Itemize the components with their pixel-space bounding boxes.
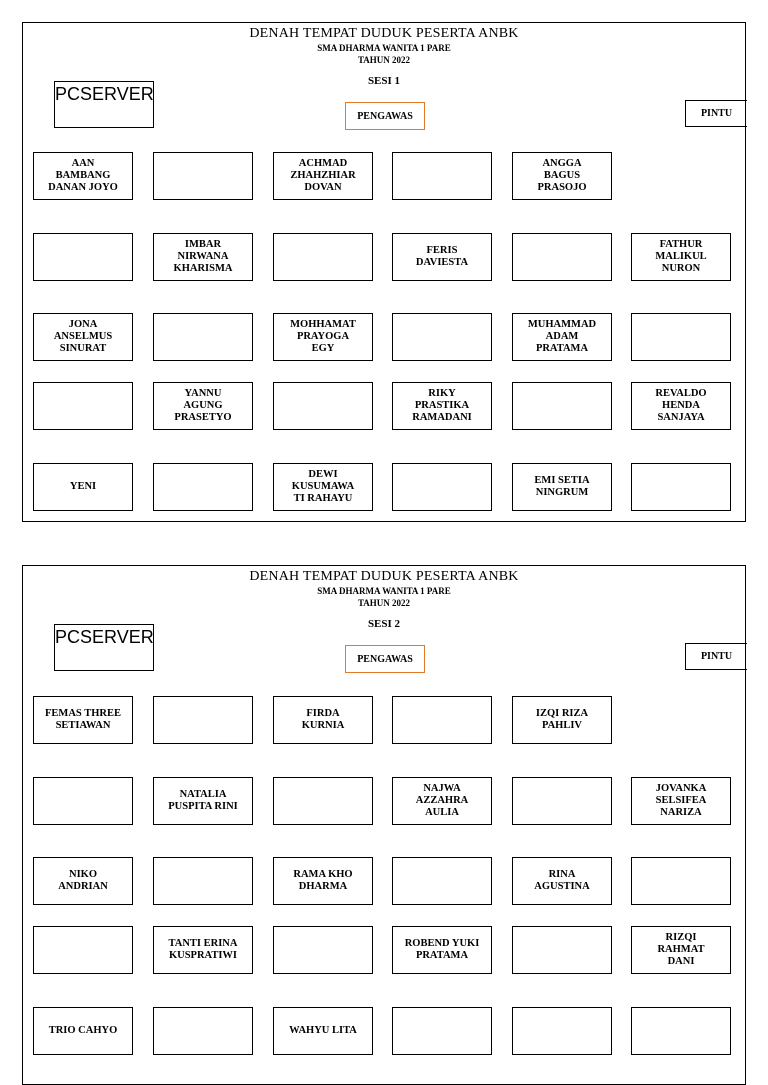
empty-seat bbox=[392, 696, 492, 744]
student-seat: ROBEND YUKI PRATAMA bbox=[392, 926, 492, 974]
empty-seat bbox=[512, 233, 612, 281]
plan-title: DENAH TEMPAT DUDUK PESERTA ANBK bbox=[249, 26, 519, 41]
student-seat: RIKY PRASTIKA RAMADANI bbox=[392, 382, 492, 430]
empty-seat bbox=[273, 926, 373, 974]
student-seat: WAHYU LITA bbox=[273, 1007, 373, 1055]
pc-server-box: PCSERVER bbox=[54, 81, 154, 128]
empty-seat bbox=[512, 382, 612, 430]
empty-seat bbox=[153, 152, 253, 200]
student-seat: JOVANKA SELSIFEA NARIZA bbox=[631, 777, 731, 825]
student-seat: REVALDO HENDA SANJAYA bbox=[631, 382, 731, 430]
seating-plan-session-2 bbox=[22, 565, 746, 1085]
student-seat: FEMAS THREE SETIAWAN bbox=[33, 696, 133, 744]
student-seat: NAJWA AZZAHRA AULIA bbox=[392, 777, 492, 825]
supervisor-box: PENGAWAS bbox=[345, 102, 425, 130]
student-seat: JONA ANSELMUS SINURAT bbox=[33, 313, 133, 361]
empty-seat bbox=[273, 382, 373, 430]
student-seat: YANNU AGUNG PRASETYO bbox=[153, 382, 253, 430]
student-seat: DEWI KUSUMAWA TI RAHAYU bbox=[273, 463, 373, 511]
empty-seat bbox=[392, 313, 492, 361]
pc-server-box: PCSERVER bbox=[54, 624, 154, 671]
student-seat: NIKO ANDRIAN bbox=[33, 857, 133, 905]
plan-title: DENAH TEMPAT DUDUK PESERTA ANBK bbox=[249, 569, 519, 584]
empty-seat bbox=[392, 1007, 492, 1055]
student-seat: NATALIA PUSPITA RINI bbox=[153, 777, 253, 825]
student-seat: RIZQI RAHMAT DANI bbox=[631, 926, 731, 974]
empty-seat bbox=[273, 777, 373, 825]
student-seat: IZQI RIZA PAHLIV bbox=[512, 696, 612, 744]
supervisor-box: PENGAWAS bbox=[345, 645, 425, 673]
empty-seat bbox=[33, 382, 133, 430]
student-seat: YENI bbox=[33, 463, 133, 511]
empty-seat bbox=[512, 1007, 612, 1055]
empty-seat bbox=[631, 857, 731, 905]
empty-seat bbox=[631, 463, 731, 511]
student-seat: FERIS DAVIESTA bbox=[392, 233, 492, 281]
session-label: SESI 1 bbox=[367, 75, 401, 87]
empty-seat bbox=[392, 857, 492, 905]
student-seat: TANTI ERINA KUSPRATIWI bbox=[153, 926, 253, 974]
empty-seat bbox=[273, 233, 373, 281]
empty-seat bbox=[153, 857, 253, 905]
empty-seat bbox=[512, 777, 612, 825]
empty-seat bbox=[631, 313, 731, 361]
empty-seat bbox=[512, 926, 612, 974]
student-seat: AAN BAMBANG DANAN JOYO bbox=[33, 152, 133, 200]
empty-seat bbox=[153, 463, 253, 511]
student-seat: RAMA KHO DHARMA bbox=[273, 857, 373, 905]
school-name: SMA DHARMA WANITA 1 PARE bbox=[317, 586, 451, 596]
student-seat: RINA AGUSTINA bbox=[512, 857, 612, 905]
student-seat: MUHAMMAD ADAM PRATAMA bbox=[512, 313, 612, 361]
empty-seat bbox=[153, 1007, 253, 1055]
empty-seat bbox=[392, 152, 492, 200]
door-box: PINTU bbox=[685, 100, 747, 127]
session-label: SESI 2 bbox=[367, 618, 401, 630]
empty-seat bbox=[33, 926, 133, 974]
student-seat: IMBAR NIRWANA KHARISMA bbox=[153, 233, 253, 281]
empty-seat bbox=[33, 777, 133, 825]
door-box: PINTU bbox=[685, 643, 747, 670]
school-name: SMA DHARMA WANITA 1 PARE bbox=[317, 43, 451, 53]
plan-year: TAHUN 2022 bbox=[357, 55, 411, 65]
student-seat: ANGGA BAGUS PRASOJO bbox=[512, 152, 612, 200]
student-seat: ACHMAD ZHAHZHIAR DOVAN bbox=[273, 152, 373, 200]
student-seat: MOHHAMAT PRAYOGA EGY bbox=[273, 313, 373, 361]
student-seat: FATHUR MALIKUL NURON bbox=[631, 233, 731, 281]
empty-seat bbox=[392, 463, 492, 511]
empty-seat bbox=[631, 1007, 731, 1055]
empty-seat bbox=[153, 313, 253, 361]
student-seat: TRIO CAHYO bbox=[33, 1007, 133, 1055]
plan-year: TAHUN 2022 bbox=[357, 598, 411, 608]
empty-seat bbox=[153, 696, 253, 744]
empty-seat bbox=[33, 233, 133, 281]
seating-plan-session-1 bbox=[22, 22, 746, 522]
student-seat: FIRDA KURNIA bbox=[273, 696, 373, 744]
student-seat: EMI SETIA NINGRUM bbox=[512, 463, 612, 511]
